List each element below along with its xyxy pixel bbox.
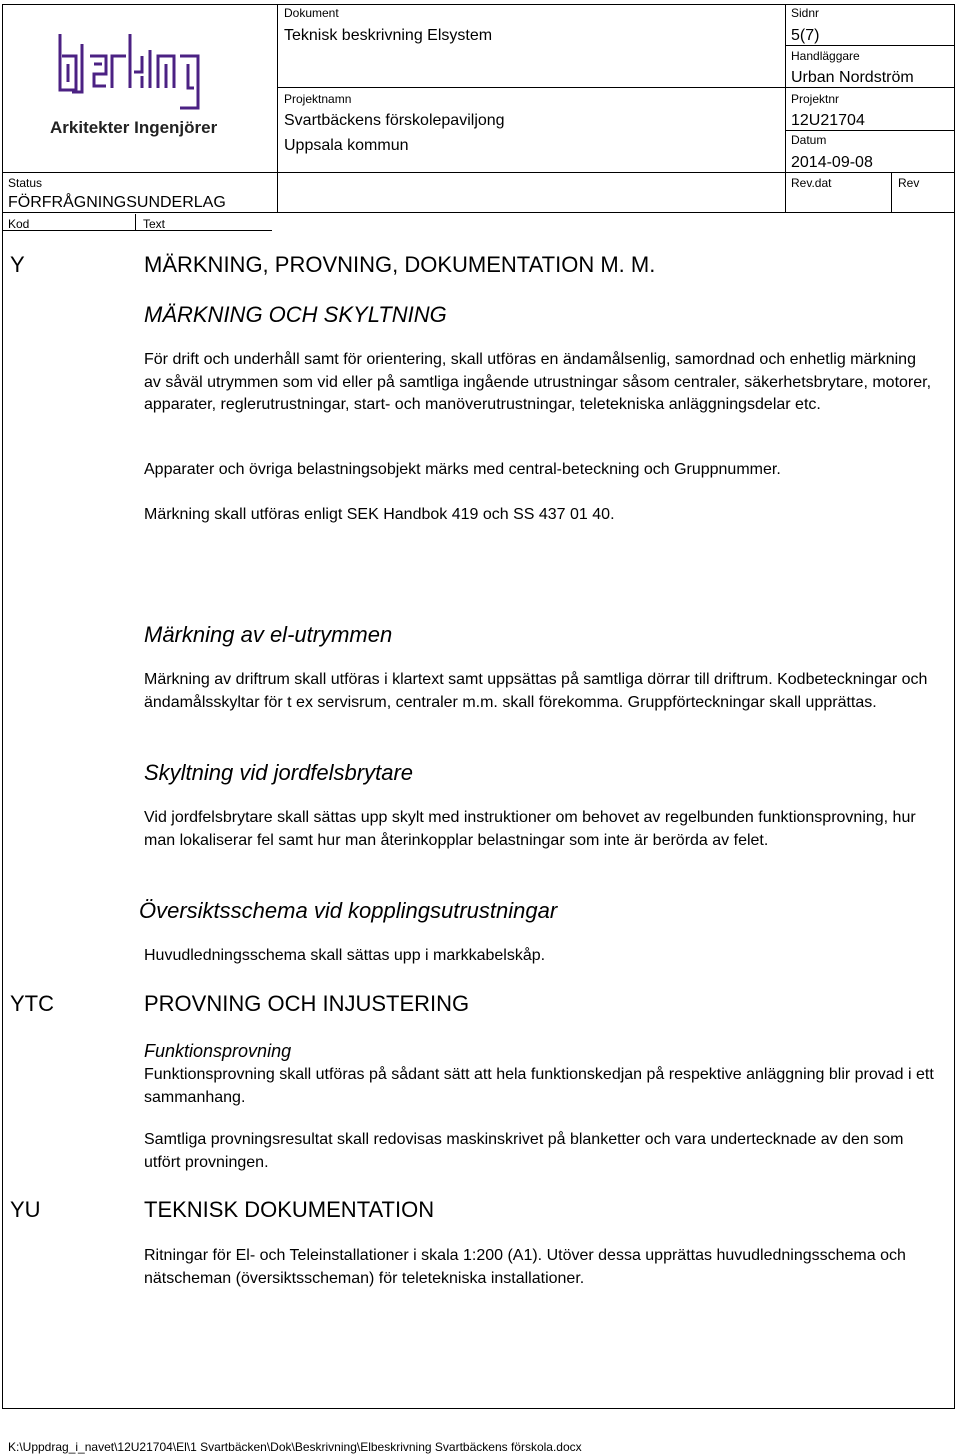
header-hline-sidnr bbox=[786, 45, 955, 46]
projektnr-value: 12U21704 bbox=[791, 112, 865, 129]
paragraph-jordfelsbrytare: Vid jordfelsbrytare skall sättas upp skylt med instruktioner om behovet av regelbunden funktionsprovning, hur man lokaliserar fel samt hur man återinkopplar belastningar som inte är berörda av felet. bbox=[144, 809, 916, 849]
handlaggare-label: Handläggare bbox=[791, 49, 860, 63]
header-divider-left bbox=[277, 4, 278, 212]
header-hline-handl bbox=[786, 87, 955, 88]
paragraph-funktionsprovning-1: Funktionsprovning skall utföras på sådant sätt att hela funktionskedjan på respektive anläggning blir provad i ett sammanhang. bbox=[144, 1066, 934, 1106]
projektnamn-line2: Uppsala kommun bbox=[284, 137, 409, 154]
paragraph-el-utrymmen: Märkning av driftrum skall utföras i klartext samt uppsättas på samtliga dörrar till driftrum. Kodbeteckningar och ändamålsskyltar för t ex servisrum, centraler m.m. skall förekomma. Gruppförteckningar skall upprättas. bbox=[144, 671, 928, 711]
revdat-label: Rev.dat bbox=[791, 176, 832, 190]
paragraph-markning-1: För drift och underhåll samt för orientering, skall utföras en ändamålsenlig, samordnad och enhetlig märkning av såväl utrymmen som vid eller på samtliga ingående utrustningar såsom centraler, säkerhetsbrytare, motorer, apparater, reglerutrustningar, start- och manöverutrustningar, teletekniska anläggningsdelar etc. bbox=[144, 351, 932, 413]
kod-text-divider bbox=[135, 214, 136, 230]
section-code-yu: YU bbox=[10, 1197, 41, 1222]
section-code-ytc: YTC bbox=[10, 991, 54, 1016]
header-hline-doc bbox=[278, 87, 785, 88]
status-label: Status bbox=[8, 176, 43, 190]
subsection-title-oversiktsschema: Översiktsschema vid kopplingsutrustningar bbox=[139, 898, 558, 923]
section-title-yu: TEKNISK DOKUMENTATION bbox=[144, 1197, 435, 1222]
subsection-title-markning: MÄRKNING OCH SKYLTNING bbox=[144, 302, 447, 327]
bjerking-logo-icon bbox=[58, 30, 206, 112]
footer-file-path: K:\Uppdrag_i_navet\12U21704\El\1 Svartbäcken\Dok\Beskrivning\Elbeskrivning Svartbäckens förskola.docx bbox=[8, 1440, 582, 1454]
section-title-y: MÄRKNING, PROVNING, DOKUMENTATION M. M. bbox=[144, 252, 656, 277]
header-hline-status bbox=[2, 172, 955, 173]
datum-label: Datum bbox=[791, 133, 827, 147]
paragraph-funktionsprovning-2: Samtliga provningsresultat skall redovisas maskinskrivet på blanketter och vara undertecknade av den som utfört provningen. bbox=[144, 1131, 904, 1171]
paragraph-teknisk-dokumentation: Ritningar för El- och Teleinstallationer i skala 1:200 (A1). Utöver dessa upprättas huvudledningsschema och nätscheman (översiktsscheman) för teletekniska installationer. bbox=[144, 1247, 906, 1287]
section-code-y: Y bbox=[10, 252, 25, 277]
sidnr-value: 5(7) bbox=[791, 27, 820, 44]
status-value: FÖRFRÅGNINGSUNDERLAG bbox=[8, 194, 226, 211]
datum-value: 2014-09-08 bbox=[791, 154, 873, 171]
sidnr-label: Sidnr bbox=[791, 6, 820, 20]
logo-subtitle: Arkitekter Ingenjörer bbox=[50, 118, 218, 137]
paragraph-oversiktsschema: Huvudledningsschema skall sättas upp i markkabelskåp. bbox=[144, 947, 546, 964]
kod-text-underline bbox=[2, 230, 272, 231]
projektnamn-label: Projektnamn bbox=[284, 92, 352, 106]
projektnamn-line1: Svartbäckens förskolepaviljong bbox=[284, 112, 505, 129]
projektnr-label: Projektnr bbox=[791, 92, 840, 106]
company-logo bbox=[58, 30, 206, 112]
kod-label: Kod bbox=[8, 217, 30, 231]
handlaggare-value: Urban Nordström bbox=[791, 69, 914, 86]
subsection-title-el-utrymmen: Märkning av el-utrymmen bbox=[144, 622, 393, 647]
header-divider-rev bbox=[891, 172, 892, 212]
dokument-label: Dokument bbox=[284, 6, 339, 20]
dokument-value: Teknisk beskrivning Elsystem bbox=[284, 27, 493, 44]
header-divider-right bbox=[785, 4, 786, 212]
paragraph-markning-2: Apparater och övriga belastningsobjekt märks med central-beteckning och Gruppnummer. bbox=[144, 461, 781, 478]
rev-label: Rev bbox=[898, 176, 920, 190]
subsection-title-funktionsprovning: Funktionsprovning bbox=[144, 1041, 292, 1061]
header-hline-projnr bbox=[786, 130, 955, 131]
subsection-title-jordfelsbrytare: Skyltning vid jordfelsbrytare bbox=[144, 760, 414, 785]
text-label: Text bbox=[143, 217, 166, 231]
header-hline-bottom bbox=[2, 212, 955, 213]
section-title-ytc: PROVNING OCH INJUSTERING bbox=[144, 991, 470, 1016]
paragraph-markning-3: Märkning skall utföras enligt SEK Handbok 419 och SS 437 01 40. bbox=[144, 506, 615, 523]
